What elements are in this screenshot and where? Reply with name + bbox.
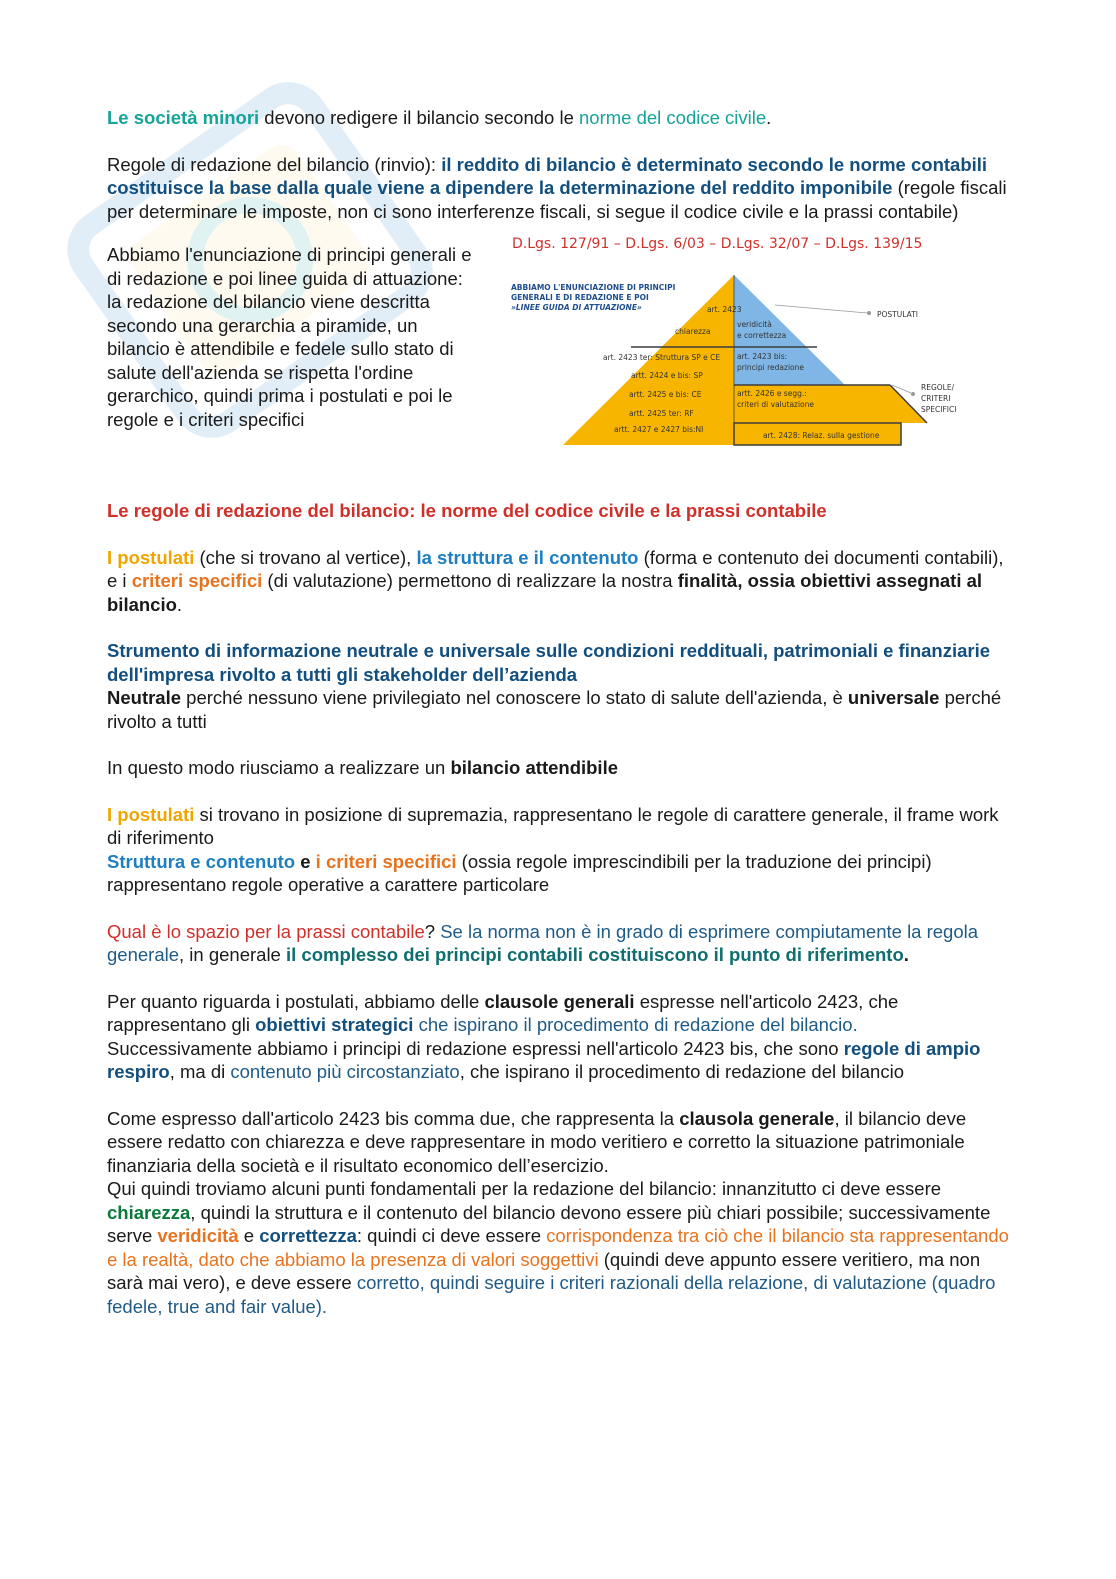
term-finalita: finalità, ossia obiettivi assegnati al bilancio <box>107 570 983 615</box>
paragraph-clausola-generale: Come espresso dall'articolo 2423 bis comma due, che rappresenta la clausola generale, il bilancio deve essere redatto con chiarezza e deve rappresentare in modo veritiero e corretto la situazione patrimoniale finanziaria della società e il risultato economico dell’esercizio. Qui quindi troviamo alcuni punti fondamentali per la redazione del bilancio: innanzitutto ci deve essere chiarezza, quindi la struttura e il contenuto del bilancio devono essere più chiari possibile; successivamente serve veridicità e correttezza: quindi ci deve essere corrispondenza tra ciò che il bilancio sta rappresentando e la realtà, dato che abbiamo la presenza di valori soggettivi (quindi deve appunto essere veritiero, ma non sarà mai vero), e deve essere corretto, quindi seguire i criteri razionali della relazione, di valutazione (quadro fedele, true and fair value). <box>107 1107 1009 1317</box>
term-correttezza: correttezza <box>259 1225 357 1246</box>
label-ni: artt. 2427 e 2427 bis:NI <box>614 425 704 434</box>
callout-postulati-dot <box>867 311 871 315</box>
paragraph-clausole: Per quanto riguarda i postulati, abbiamo delle clausole generali espresse nell'articolo 2423, che rappresentano gli obiettivi strategici che ispirano il procedimento di redazione del bilancio. Successivamente abbiamo i principi di redazione espressi nell'articolo 2423 bis, che sono regole di ampio respiro, ma di contenuto più circostanziato, che ispirano il procedimento di redazione del bilancio <box>107 990 981 1082</box>
callout-regole-dot <box>911 392 915 396</box>
label-principi-2: principi redazione <box>737 363 804 372</box>
pyramid-figure <box>507 236 1012 453</box>
paragraph-gerarchia: Abbiamo l'enunciazione di principi generali e di redazione e poi linee guida di attuazione: la redazione del bilancio viene descritta secondo una gerarchia a piramide, un bilancio è attendibile e fedele sullo stato di salute dell'azienda se rispetta l'ordine gerarchico, quindi prima i postulati e poi le regole e i criteri specifici <box>107 244 472 430</box>
paragraph-regole-redazione: Regole di redazione del bilancio (rinvio): il reddito di bilancio è determinato secondo le norme contabili costituisce la base dalla quale viene a dipendere la determinazione del reddito imponibile (regole fiscali per determinare le imposte, non ci sono interferenze fiscali, si segue il codice civile e la prassi contabile) <box>107 153 1007 222</box>
callout-postulati-line <box>775 305 867 313</box>
term-neutrale: Neutrale <box>107 687 182 708</box>
pyramid-diagram <box>507 257 1012 457</box>
paragraph-strumento-informazione: Strumento di informazione neutrale e universale sulle condizioni reddituali, patrimoniali e finanziarie dell'impresa rivolto a tutti gli stakeholder dell’azienda Neutrale perché nessuno viene privilegiato nel conoscere lo stato di salute dell'azienda, è universale perché rivolto a tutti <box>107 640 1002 732</box>
section-heading-regole: Le regole di redazione del bilancio: le norme del codice civile e la prassi contabile <box>107 500 827 521</box>
highlight-norma: Se la norma non è in grado di esprimere compiutamente la regola generale <box>107 920 979 965</box>
term-obiettivi-strategici: obiettivi strategici <box>255 1014 414 1035</box>
paragraph-postulati-struttura: I postulati (che si trovano al vertice), la struttura e il contenuto (forma e contenuto dei documenti contabili), e i criteri specifici (di valutazione) permettono di realizzare la nostra finalità, ossia obiettivi assegnati al bilancio. <box>107 546 1004 615</box>
paragraph-supremazia: I postulati si trovano in posizione di supremazia, rappresentano le regole di carattere generale, il frame work di riferimento Struttura e contenuto e i criteri specifici (ossia regole imprescindibili per la traduzione dei principi) rappresentano regole operative a carattere particolare <box>107 803 999 895</box>
term-struttura-contenuto-2: Struttura e contenuto <box>107 850 296 872</box>
term-universale: universale <box>847 687 940 708</box>
figure-heading-2: GENERALI E DI REDAZIONE E POI <box>511 293 649 302</box>
term-struttura-contenuto: la struttura e il contenuto <box>416 546 639 568</box>
figure-heading-3: »LINEE GUIDA DI ATTUAZIONE» <box>511 303 642 312</box>
label-criteri-2: criteri di valutazione <box>737 400 815 409</box>
label-veridicita-1: veridicità <box>737 320 772 329</box>
label-postulati: POSTULATI <box>877 310 918 319</box>
pyramid-section <box>107 236 1012 453</box>
term-clausola-generale: clausola generale <box>679 1107 835 1129</box>
term-veridicita: veridicità <box>157 1225 239 1246</box>
term-postulati: I postulati <box>107 546 195 568</box>
label-regole-2: CRITERI <box>921 394 951 403</box>
paragraph-intro: Le società minori devono redigere il bilancio secondo le norme del codice civile. <box>107 107 772 128</box>
term-chiarezza: chiarezza <box>107 1201 191 1223</box>
figure-heading-1: ABBIAMO L'ENUNCIAZIONE DI PRINCIPI <box>511 283 676 292</box>
term-clausole-generali: clausole generali <box>484 990 635 1012</box>
highlight-strumento: Strumento di informazione neutrale e universale sulle condizioni reddituali, patrimoniali e finanziarie dell'impresa rivolto a tutti gli stakeholder dell’azienda <box>107 640 991 685</box>
label-struttura: art. 2423 ter: Struttura SP e CE <box>603 353 721 362</box>
document-page <box>107 106 1012 1318</box>
label-veridicita-2: e correttezza <box>737 331 787 340</box>
label-criteri-1: artt. 2426 e segg.: <box>737 389 807 398</box>
label-regole-3: SPECIFICI <box>921 405 957 414</box>
label-chiarezza: chiarezza <box>675 327 711 336</box>
label-sp: artt. 2424 e bis: SP <box>631 371 703 380</box>
highlight-corretto: corretto, quindi seguire i criteri razionali della relazione, di valutazione (quadro fedele, true and fair value). <box>107 1272 996 1317</box>
term-regole-ampio-respiro: regole di ampio respiro <box>107 1037 981 1082</box>
term-norme-codice-civile: norme del codice civile <box>579 107 767 128</box>
highlight-corrispondenza: corrispondenza tra ciò che il bilancio sta rappresentando e la realtà, dato che abbiamo la presenza di valori soggettivi <box>107 1225 1009 1270</box>
term-societa-minori: Le società minori <box>107 107 260 128</box>
label-gestione: art. 2428: Relaz. sulla gestione <box>763 431 880 440</box>
label-rf: artt. 2425 ter: RF <box>629 409 694 418</box>
question-prassi: Qual è lo spazio per la prassi contabile <box>107 920 425 942</box>
paragraph-prassi-contabile: Qual è lo spazio per la prassi contabile? Se la norma non è in grado di esprimere compiutamente la regola generale, in generale il complesso dei principi contabili costituiscono il punto di riferimento. <box>107 920 979 965</box>
label-regole-1: REGOLE/ <box>921 383 955 392</box>
term-contenuto-circostanziato: contenuto più circostanziato <box>230 1061 460 1082</box>
label-ce: artt. 2425 e bis: CE <box>629 390 702 399</box>
label-principi-1: art. 2423 bis: <box>737 352 788 361</box>
paragraph-bilancio-attendibile: In questo modo riusciamo a realizzare un bilancio attendibile <box>107 757 619 778</box>
term-criteri-specifici: criteri specifici <box>131 570 263 591</box>
term-bilancio-attendibile: bilancio attendibile <box>450 757 619 778</box>
term-criteri-specifici-2: i criteri specifici <box>315 850 457 872</box>
term-postulati-2: I postulati <box>107 803 195 825</box>
highlight-reddito-bilancio: il reddito di bilancio è determinato secondo le norme contabili costituisce la base dalla quale viene a dipendere la determinazione del reddito imponibile <box>107 153 988 198</box>
label-art2423: art. 2423 <box>707 305 742 314</box>
highlight-principi-contabili: il complesso dei principi contabili costituiscono il punto di riferimento <box>285 944 904 965</box>
figure-laws-caption: D.Lgs. 127/91 – D.Lgs. 6/03 – D.Lgs. 32/07 – D.Lgs. 139/15 <box>512 236 923 252</box>
